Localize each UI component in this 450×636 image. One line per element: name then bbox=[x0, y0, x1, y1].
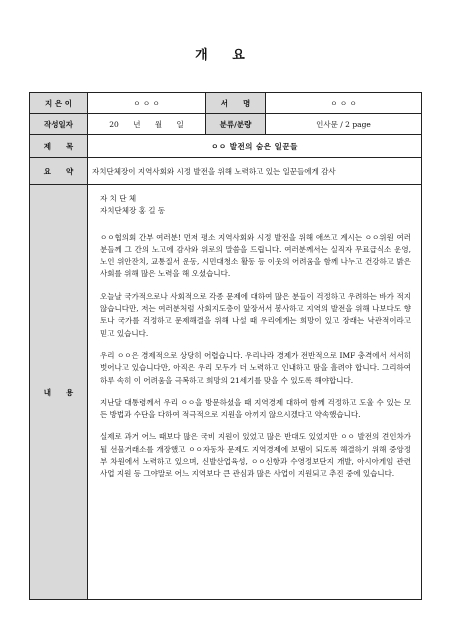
category-value: 인사문 / 2 page bbox=[266, 114, 422, 135]
name-value: ㅇ ㅇ ㅇ bbox=[266, 93, 422, 114]
paragraph-1: ㅇㅇ협의회 간부 여러분! 먼저 평소 지역사회와 시정 발전을 위해 애쓰고 계시는 ㅇㅇ위원 여러분들께 그 간의 노고에 감사와 위로의 말씀을 드립니다. 여러분께서는 실직자 무료급식소 운영, 노인 위안잔치, 교통질서 운동, 시민대청소 활동 등 이웃의 어려움을 함께 나누고 건강하고 밝은 사회를 위해 많은 노력을 해 오셨습니다. bbox=[100, 232, 411, 279]
date-value bbox=[88, 114, 206, 135]
date-month-unit: 월 bbox=[154, 119, 163, 129]
document-title: 개 요 bbox=[195, 48, 255, 63]
writer-row bbox=[30, 93, 422, 114]
paragraph-3: 우리 ㅇㅇ은 경제적으로 상당히 어렵습니다. 우리나라 경제가 전반적으로 IMF 충격에서 서서히 벗어나고 있습니다만, 아직은 우리 모두가 더 노력하고 인내하고 땀을 흘려야 합니다. 그리하여 하루 속히 이 어려움을 극복하고 희망의 21세기를 맞을 수 있도록 해야합니다. bbox=[100, 350, 411, 385]
paragraph-4: 지난달 대통령께서 우리 ㅇㅇ을 방문하셨을 때 지역경제 대하여 함께 걱정하고 도울 수 있는 모든 방법과 수단을 다하여 적극적으로 지원을 아끼지 않으시겠다고 약속했습니다. bbox=[100, 397, 411, 420]
content-body bbox=[88, 185, 422, 600]
name-label: 서 명 bbox=[206, 93, 266, 114]
content-subheading: 자치단체장 홍 길 동 bbox=[100, 206, 166, 216]
subject-row bbox=[30, 135, 422, 158]
category-label: 분류/분량 bbox=[206, 114, 266, 135]
date-year-unit: 년 bbox=[133, 119, 141, 129]
subject-value: ㅇㅇ 발전의 숨은 일꾼들 bbox=[88, 135, 422, 158]
content-row bbox=[30, 185, 422, 600]
summary-value: 자치단체장이 지역사회와 시정 발전을 위해 노력하고 있는 일꾼들에게 감사 bbox=[88, 158, 422, 185]
date-row bbox=[30, 114, 422, 135]
date-day-unit: 일 bbox=[176, 119, 184, 129]
content-label: 내 용 bbox=[30, 185, 88, 600]
subject-label: 제 목 bbox=[30, 135, 88, 158]
paragraph-5: 실제로 과거 어느 때보다 많은 국비 지원이 있었고 많은 반대도 있었지만 ㅇㅇ 발전의 견인차가 될 선물거래소를 개장했고 ㅇㅇ자동차 문제도 지역경제에 보탬이 되도록 해결하기 위해 중앙정부 차원에서 노력하고 있으며, 신발산업육성, ㅇㅇ신항과 수영정보단지 개발, 아시아게임 관련사업 지원 등 그야말로 어느 지역보다 큰 관심과 많은 사업이 지원되고 추진 중에 있습니다. bbox=[100, 432, 411, 479]
overview-form bbox=[29, 92, 422, 600]
date-label: 작성일자 bbox=[30, 114, 88, 135]
paragraph-2: 오늘날 국가적으로나 사회적으로 각종 문제에 대하여 많은 분들이 걱정하고 우려하는 바가 적지 않습니다만, 저는 여러분처럼 사회지도층이 앞장서서 봉사하고 지역의 발전을 위해 나보다도 향토나 국가를 걱정하고 문제해결을 위해 나설 때 우리에게는 희망이 있고 장래는 낙관적이라고 믿고 있습니다. bbox=[100, 291, 411, 338]
summary-label: 요 약 bbox=[30, 158, 88, 185]
date-year: 20 bbox=[109, 119, 119, 129]
writer-label: 지 은 이 bbox=[30, 93, 88, 114]
content-heading: 자 치 단 체 bbox=[100, 194, 137, 203]
summary-row bbox=[30, 158, 422, 185]
writer-value: ㅇ ㅇ ㅇ bbox=[88, 93, 206, 114]
